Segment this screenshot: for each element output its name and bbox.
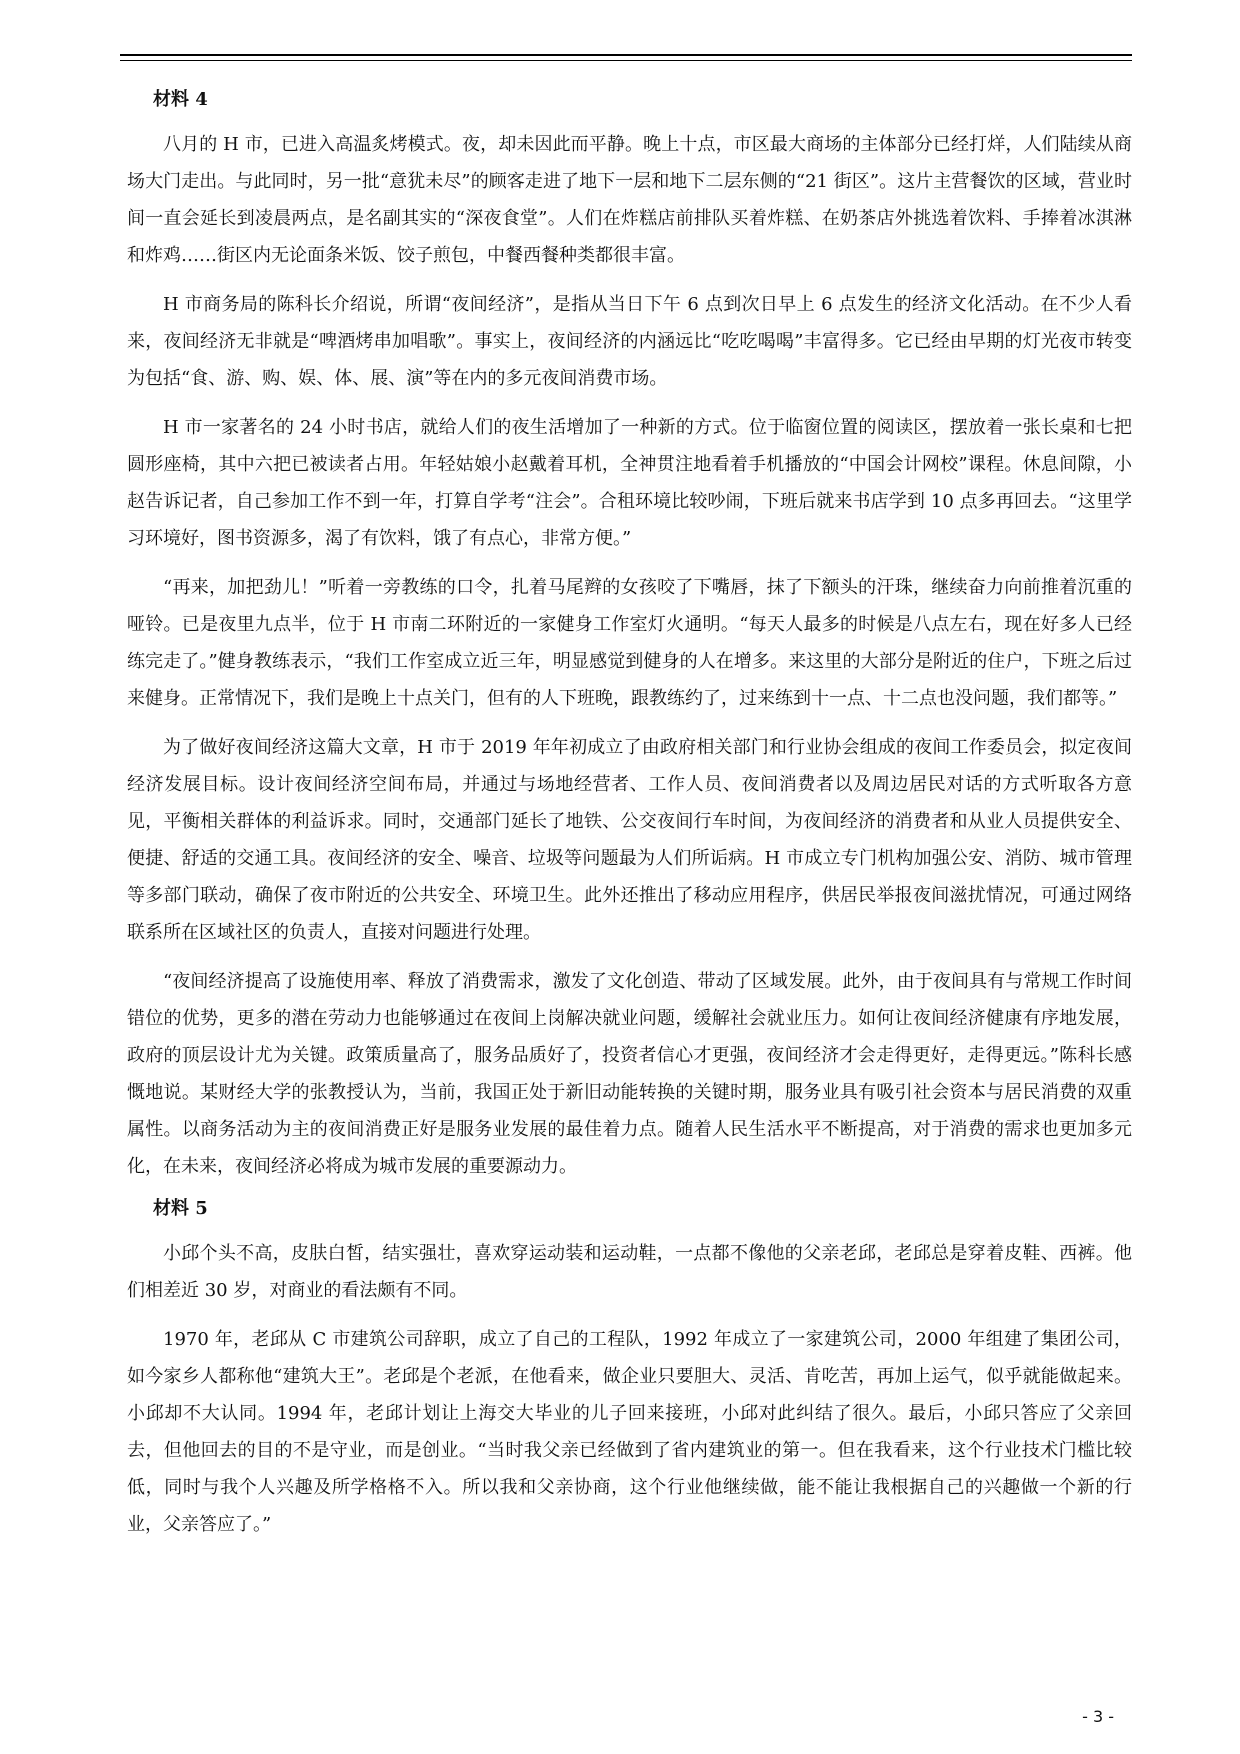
section-heading: 材料 5	[153, 1198, 208, 1219]
paragraph: 为了做好夜间经济这篇大文章，H 市于 2019 年年初成立了由政府相关部门和行业协会组成的夜间工作委员会，拟定夜间经济发展目标。设计夜间经济空间布局，并通过与场地经营者、工作人员、夜间消费者以及周边居民对话的方式听取各方意见，平衡相关群体的利益诉求。同时，交通部门延长了地铁、公交夜间行车时间，为夜间经济的消费者和从业人员提供安全、便捷、舒适的交通工具。夜间经济的安全、噪音、垃圾等问题最为人们所诟病。H 市成立专门机构加强公安、消防、城市管理等多部门联动，确保了夜市附近的公共安全、环境卫生。此外还推出了移动应用程序，供居民举报夜间滋扰情况，可通过网络联系所在区域社区的负责人，直接对问题进行处理。	[127, 737, 1132, 943]
document-body	[127, 88, 1132, 1555]
section-material-5	[127, 1197, 1132, 1543]
paragraph: “再来，加把劲儿！”听着一旁教练的口令，扎着马尾辫的女孩咬了下嘴唇，抹了下额头的汗珠，继续奋力向前推着沉重的哑铃。已是夜里九点半，位于 H 市南二环附近的一家健身工作室灯火通明。“每天人最多的时候是八点左右，现在好多人已经练完走了。”健身教练表示，“我们工作室成立近三年，明显感觉到健身的人在增多。来这里的大部分是附近的住户，下班之后过来健身。正常情况下，我们是晚上十点关门，但有的人下班晚，跟教练约了，过来练到十一点、十二点也没问题，我们都等。”	[127, 577, 1132, 709]
paragraph: 八月的 H 市，已进入高温炙烤模式。夜，却未因此而平静。晚上十点，市区最大商场的主体部分已经打烊，人们陆续从商场大门走出。与此同时，另一批“意犹未尽”的顾客走进了地下一层和地下二层东侧的“21 街区”。这片主营餐饮的区域，营业时间一直会延长到凌晨两点，是名副其实的“深夜食堂”。人们在炸糕店前排队买着炸糕、在奶茶店外挑选着饮料、手捧着冰淇淋和炸鸡……街区内无论面条米饭、饺子煎包，中餐西餐种类都很丰富。	[127, 134, 1132, 266]
page-number: - 3 -	[1082, 1707, 1114, 1726]
section-material-4	[127, 88, 1132, 1185]
paragraph: 小邱个头不高，皮肤白皙，结实强壮，喜欢穿运动装和运动鞋，一点都不像他的父亲老邱，老邱总是穿着皮鞋、西裤。他们相差近 30 岁，对商业的看法颇有不同。	[127, 1243, 1132, 1301]
paragraph: “夜间经济提高了设施使用率、释放了消费需求，激发了文化创造、带动了区域发展。此外，由于夜间具有与常规工作时间错位的优势，更多的潜在劳动力也能够通过在夜间上岗解决就业问题，缓解社会就业压力。如何让夜间经济健康有序地发展，政府的顶层设计尤为关键。政策质量高了，服务品质好了，投资者信心才更强，夜间经济才会走得更好，走得更远。”陈科长感慨地说。某财经大学的张教授认为，当前，我国正处于新旧动能转换的关键时期，服务业具有吸引社会资本与居民消费的双重属性。以商务活动为主的夜间消费正好是服务业发展的最佳着力点。随着人民生活水平不断提高，对于消费的需求也更加多元化，在未来，夜间经济必将成为城市发展的重要源动力。	[127, 971, 1132, 1177]
header-rule	[120, 54, 1132, 56]
paragraph: 1970 年，老邱从 C 市建筑公司辞职，成立了自己的工程队，1992 年成立了一家建筑公司，2000 年组建了集团公司，如今家乡人都称他“建筑大王”。老邱是个老派，在他看来，做企业只要胆大、灵活、肯吃苦，再加上运气，似乎就能做起来。小邱却不大认同。1994 年，老邱计划让上海交大毕业的儿子回来接班，小邱对此纠结了很久。最后，小邱只答应了父亲回去，但他回去的目的不是守业，而是创业。“当时我父亲已经做到了省内建筑业的第一。但在我看来，这个行业技术门槛比较低，同时与我个人兴趣及所学格格不入。所以我和父亲协商，这个行业他继续做，能不能让我根据自己的兴趣做一个新的行业，父亲答应了。”	[127, 1329, 1132, 1535]
section-heading: 材料 4	[153, 89, 208, 110]
paragraph: H 市一家著名的 24 小时书店，就给人们的夜生活增加了一种新的方式。位于临窗位置的阅读区，摆放着一张长桌和七把圆形座椅，其中六把已被读者占用。年轻姑娘小赵戴着耳机，全神贯注地看着手机播放的“中国会计网校”课程。休息间隙，小赵告诉记者，自己参加工作不到一年，打算自学考“注会”。合租环境比较吵闹，下班后就来书店学到 10 点多再回去。“这里学习环境好，图书资源多，渴了有饮料，饿了有点心，非常方便。”	[127, 417, 1132, 549]
paragraph: H 市商务局的陈科长介绍说，所谓“夜间经济”，是指从当日下午 6 点到次日早上 6 点发生的经济文化活动。在不少人看来，夜间经济无非就是“啤酒烤串加唱歌”。事实上，夜间经济的内涵远比“吃吃喝喝”丰富得多。它已经由早期的灯光夜市转变为包括“食、游、购、娱、体、展、演”等在内的多元夜间消费市场。	[127, 294, 1132, 389]
